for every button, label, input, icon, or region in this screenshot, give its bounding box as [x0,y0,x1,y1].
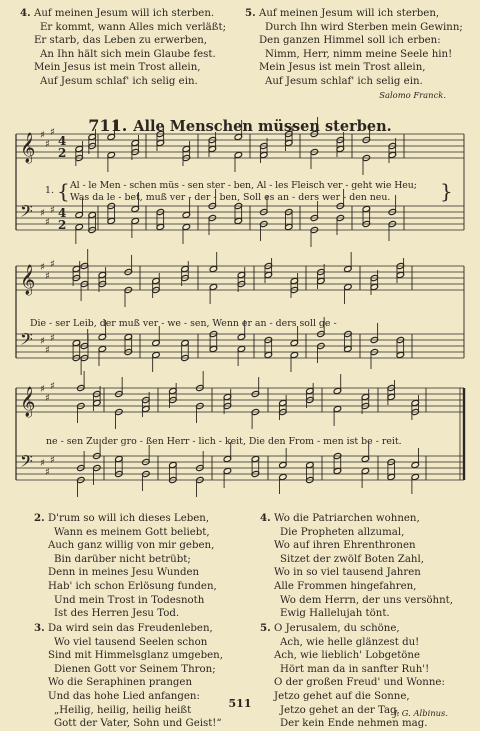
sharp-sign: ♯ [50,205,55,216]
time-signature-top: 4 [58,206,67,220]
lyrics-line: Was da le - bet, muß ver - der - ben, Soll es an - ders wer - den neu. [70,192,391,203]
stanza-line: Jetzo gehet auf die Sonne, [274,690,410,702]
stanza-line: Gott der Vater, Sohn und Geist!“ [54,718,222,730]
stanza-line: Er kommt, wann Alles mich verläßt; [40,21,227,33]
lyrics-line: Die - ser Leib, der muß ver - we - sen, Wenn er an - ders soll ge - [30,318,337,329]
stanza-line: Da wird sein das Freudenleben, [48,623,213,634]
stanza-number: 4. [260,512,271,524]
time-signature-bottom: 2 [58,146,67,160]
stanza-line: D'rum so will ich dieses Leben, [48,513,210,524]
bass-clef: 𝄢 [20,201,33,225]
sharp-sign: ♯ [40,208,45,219]
stanza-line: Hab' ich schon Erlösung funden, [48,580,217,592]
sharp-sign: ♯ [45,467,50,478]
bass-clef: 𝄢 [20,451,33,475]
stanza-line: O der großen Freud' und Wonne: [274,677,445,689]
stanza-line: Die Propheten allzumal, [280,526,405,538]
stanza-number: 4. [20,7,31,19]
sharp-sign: ♯ [50,333,55,344]
treble-clef: 𝄞 [20,265,36,295]
stanza-line: Wo die Patriarchen wohnen, [274,513,420,524]
time-signature-top: 4 [58,134,67,148]
stanza-line: O Jerusalem, du schöne, [274,623,400,634]
lyrics-line: Al - le Men - schen müs - sen ster - ben, Al - les Fleisch ver - geht wie Heu; [70,180,417,191]
stanza-verse-2 [34,512,217,621]
lyrics-line: ne - sen Zu der gro - ßen Herr - lich - keit, Die den From - men ist be - reit. [46,436,402,447]
sharp-sign: ♯ [45,139,50,150]
author-attribution: Salomo Franck. [379,90,446,100]
stanza-line: Auf Jesum schlaf' ich selig ein. [40,75,198,87]
stanza-line: Auch ganz willig von mir geben, [48,540,215,552]
stanza-line: „Heilig, heilig, heilig heißt [54,704,192,716]
stanza-number: 3. [34,622,45,634]
stanza-number: 2. [34,512,45,524]
sharp-sign: ♯ [45,345,50,356]
sharp-sign: ♯ [45,217,50,228]
stanza-line: Auf meinen Jesum will ich sterben. [34,8,215,19]
stanza-line: Hört man da in sanfter Ruh'! [280,663,430,675]
stanza-line: Und mein Trost in Todesnoth [54,594,205,606]
treble-clef: 𝄞 [20,387,36,417]
stanza-line: Sitzet der zwölf Boten Zahl, [280,553,424,565]
time-signature-bottom: 2 [58,218,67,232]
lyrics-brace: } [440,179,453,203]
stanza-line: Wo dem Herrn, der uns versöhnt, [280,594,454,606]
stanza-line: Er starb, das Leben zu erwerben, [34,35,208,47]
sharp-sign: ♯ [40,458,45,469]
stanza-line: Dienen Gott vor Seinem Thron; [54,663,216,675]
stanza-line: Auf Jesum schlaf' ich selig ein. [265,75,423,87]
sharp-sign: ♯ [40,262,45,273]
sharp-sign: ♯ [40,336,45,347]
stanza-line: Ist des Herren Jesu Tod. [54,608,180,620]
stanza-line: Mein Jesus ist mein Trost allein, [34,62,201,74]
treble-clef: 𝄞 [20,133,36,163]
stanza-line: Auf meinen Jesum will ich sterben, [259,8,440,19]
stanza-line: Wo auf ihren Ehrenthronen [274,540,416,552]
stanza-line: Alle Frommen hingefahren, [274,580,417,592]
stanza-line: Sind mit Himmelsglanz umgeben, [48,650,223,662]
stanza-line: Den ganzen Himmel soll ich erben: [259,35,441,47]
stanza-line: Ewig Hallelujah tönt. [280,608,390,620]
stanza-line: Der kein Ende nehmen mag. [280,718,428,730]
hymn-title-text: Alle Menschen müssen sterben. [133,118,392,135]
hymn-number: 711. [88,116,128,135]
stanza-number: 5. [260,622,271,634]
sharp-sign: ♯ [50,127,55,138]
stanza-line: Wann es meinem Gott beliebt, [54,526,210,538]
stanza-line: Nimm, Herr, nimm meine Seele hin! [265,48,453,60]
stanza-line: Ach, wie helle glänzest du! [280,636,420,648]
stanza-line: Und das hohe Lied anfangen: [48,690,200,702]
stanza-line: Wo viel tausend Seelen schon [54,636,208,648]
stanza-line: An Ihn hält sich mein Glaube fest. [40,48,216,60]
stanza-line: Wo die Seraphinen prangen [48,677,193,689]
stanza-line: Mein Jesus ist mein Trost allein, [259,62,426,74]
stanza-verse-4 [260,512,454,621]
stanza-line: Durch Ihn wird Sterben mein Gewinn; [265,21,463,33]
sharp-sign: ♯ [50,455,55,466]
bass-clef: 𝄢 [20,329,33,353]
sharp-sign: ♯ [50,381,55,392]
lyrics-brace: { [57,179,70,203]
sharp-sign: ♯ [50,259,55,270]
stanza-line: Wo in so viel tausend Jahren [274,567,421,579]
sharp-sign: ♯ [40,384,45,395]
stanza-number: 5. [245,7,256,19]
stanza-line: Bin darüber nicht betrübt; [54,553,191,565]
sharp-sign: ♯ [40,130,45,141]
sharp-sign: ♯ [45,271,50,282]
stanza-line: Denn in meines Jesu Wunden [48,567,200,579]
author-attribution: J. G. Albinus. [393,708,448,718]
stanza-verse-3 [34,622,223,731]
stanza-line: Ach, wie lieblich' Lobgetöne [274,650,421,662]
lyrics-verse-number: 1. [45,185,54,196]
stanza-line: Jetzo gehet an der Tag, [280,704,400,716]
page-number: 511 [228,697,252,710]
sharp-sign: ♯ [45,393,50,404]
